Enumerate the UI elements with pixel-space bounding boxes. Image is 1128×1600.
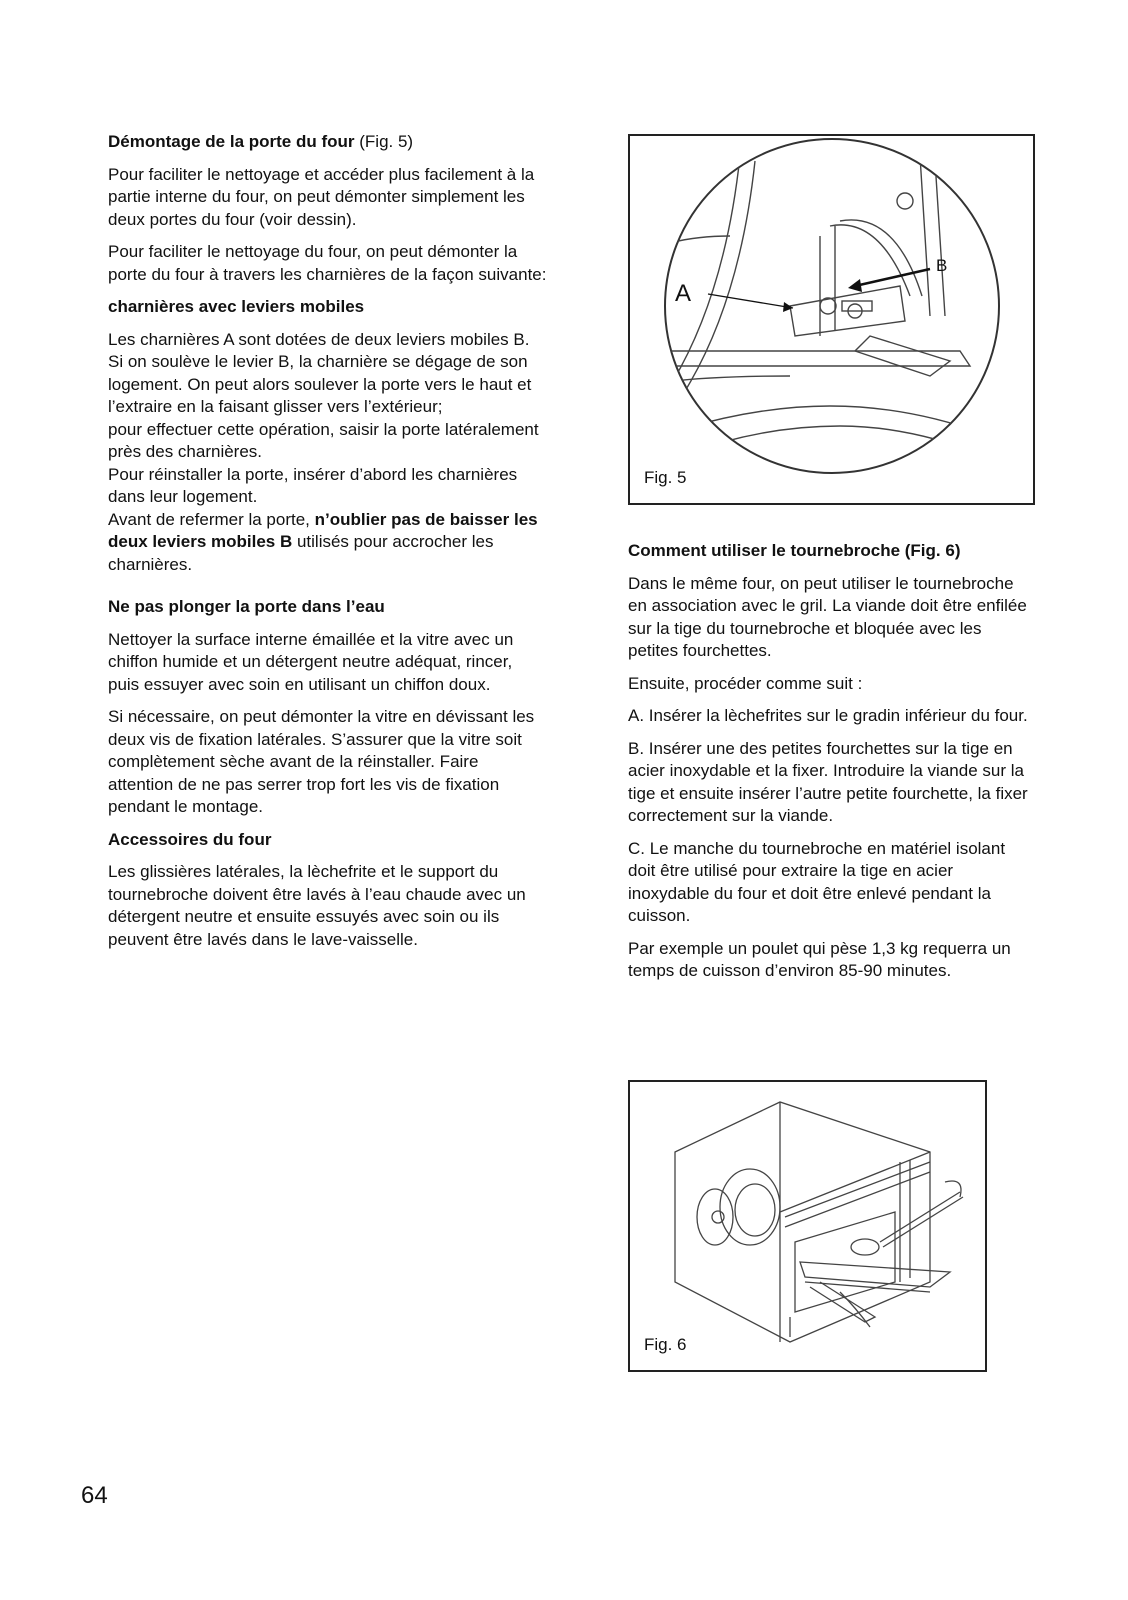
hinges-line-3: pour effectuer cette opération, saisir la porte latéralement près des charnières. — [108, 419, 539, 461]
right-column — [628, 540, 1028, 993]
accessories-paragraph: Les glissières latérales, la lèchefrite et le support du tournebroche doivent être lavés à l’eau chaude avec un détergent neutre et ensuite essuyés avec soin ou ils peuvent être lavés dans le lave-vaisselle. — [108, 862, 526, 949]
fig5-label-b: B — [936, 256, 948, 275]
fig6-caption: Fig. 6 — [644, 1335, 687, 1354]
spit-step-c: C. Le manche du tournebroche en matériel isolant doit être utilisé pour extraire la tige en acier inoxydable du four et doit être enlevé pendant la cuisson. — [628, 838, 1006, 925]
water-title: Ne pas plonger la porte dans l’eau — [108, 597, 385, 616]
rotisserie-illustration — [630, 1082, 985, 1370]
accessories-title: Accessoires du four — [108, 829, 272, 849]
door-paragraph-1: Pour faciliter le nettoyage et accéder plus facilement à la partie interne du four, on peut démonter simplement les deux portes du four (voir dessin). — [108, 164, 535, 229]
hinges-warning: n’oublier pas de baisser les deux leviers mobiles B — [108, 509, 538, 551]
hinges-line-1: Les charnières A sont dotées de deux leviers mobiles B. — [108, 329, 530, 349]
spit-title: Comment utiliser le tournebroche (Fig. 6) — [628, 541, 961, 560]
spit-paragraph-3: Par exemple un poulet qui pèse 1,3 kg requerra un temps de cuisson d’environ 85-90 minutes. — [628, 938, 1011, 980]
fig5-label-a: A — [675, 280, 692, 307]
spit-step-b: B. Insérer une des petites fourchettes sur la tige en acier inoxydable et la fixer. Introduire la viande sur la tige et ensuite insérer l’autre petite fourchette, la fixer correctement sur la viande. — [628, 738, 1028, 825]
hinges-paragraph — [108, 329, 548, 577]
door-section-title: Démontage de la porte du four (Fig. 5) — [108, 132, 414, 151]
hinges-line-4: Pour réinstaller la porte, insérer d’abord les charnières dans leur logement. — [108, 464, 518, 506]
figure-6 — [628, 1080, 987, 1372]
left-column — [108, 131, 548, 961]
hinges-line-5c: utilisés pour accrocher les charnières. — [108, 532, 494, 574]
door-hinge-illustration — [630, 136, 1033, 503]
water-paragraph-2: Si nécessaire, on peut démonter la vitre en dévissant les deux vis de fixation latérales. S’assurer que la vitre soit complètement sèche avant de la réinstaller. Faire attention de ne pas serrer trop fort les vis de fixation pendant le montage. — [108, 707, 535, 816]
page-number: 64 — [81, 1482, 108, 1509]
spit-paragraph-2: Ensuite, procéder comme suit : — [628, 673, 863, 693]
hinges-line-5a: Avant de refermer la porte, — [108, 509, 315, 529]
figure-5 — [628, 134, 1035, 505]
fig5-caption: Fig. 5 — [644, 468, 687, 487]
spit-step-a: A. Insérer la lèchefrites sur le gradin inférieur du four. — [628, 706, 1028, 725]
hinges-title: charnières avec leviers mobiles — [108, 297, 365, 316]
water-paragraph-1: Nettoyer la surface interne émaillée et la vitre avec un chiffon humide et un détergent neutre adéquat, rincer, puis essuyer avec soin en utilisant un chiffon doux. — [108, 629, 514, 694]
spit-paragraph-1: Dans le même four, on peut utiliser le tournebroche en association avec le gril. La viande doit être enfilée sur la tige du tournebroche et bloquée avec les petites fourchettes. — [628, 573, 1027, 660]
hinges-line-2: Si on soulève le levier B, la charnière se dégage de son logement. On peut alors soulever la porte vers le haut et l’extraire en la faisant glisser vers l’extérieur; — [108, 352, 532, 416]
door-paragraph-2: Pour faciliter le nettoyage du four, on peut démonter la porte du four à travers les charnières de la façon suivante: — [108, 242, 547, 284]
